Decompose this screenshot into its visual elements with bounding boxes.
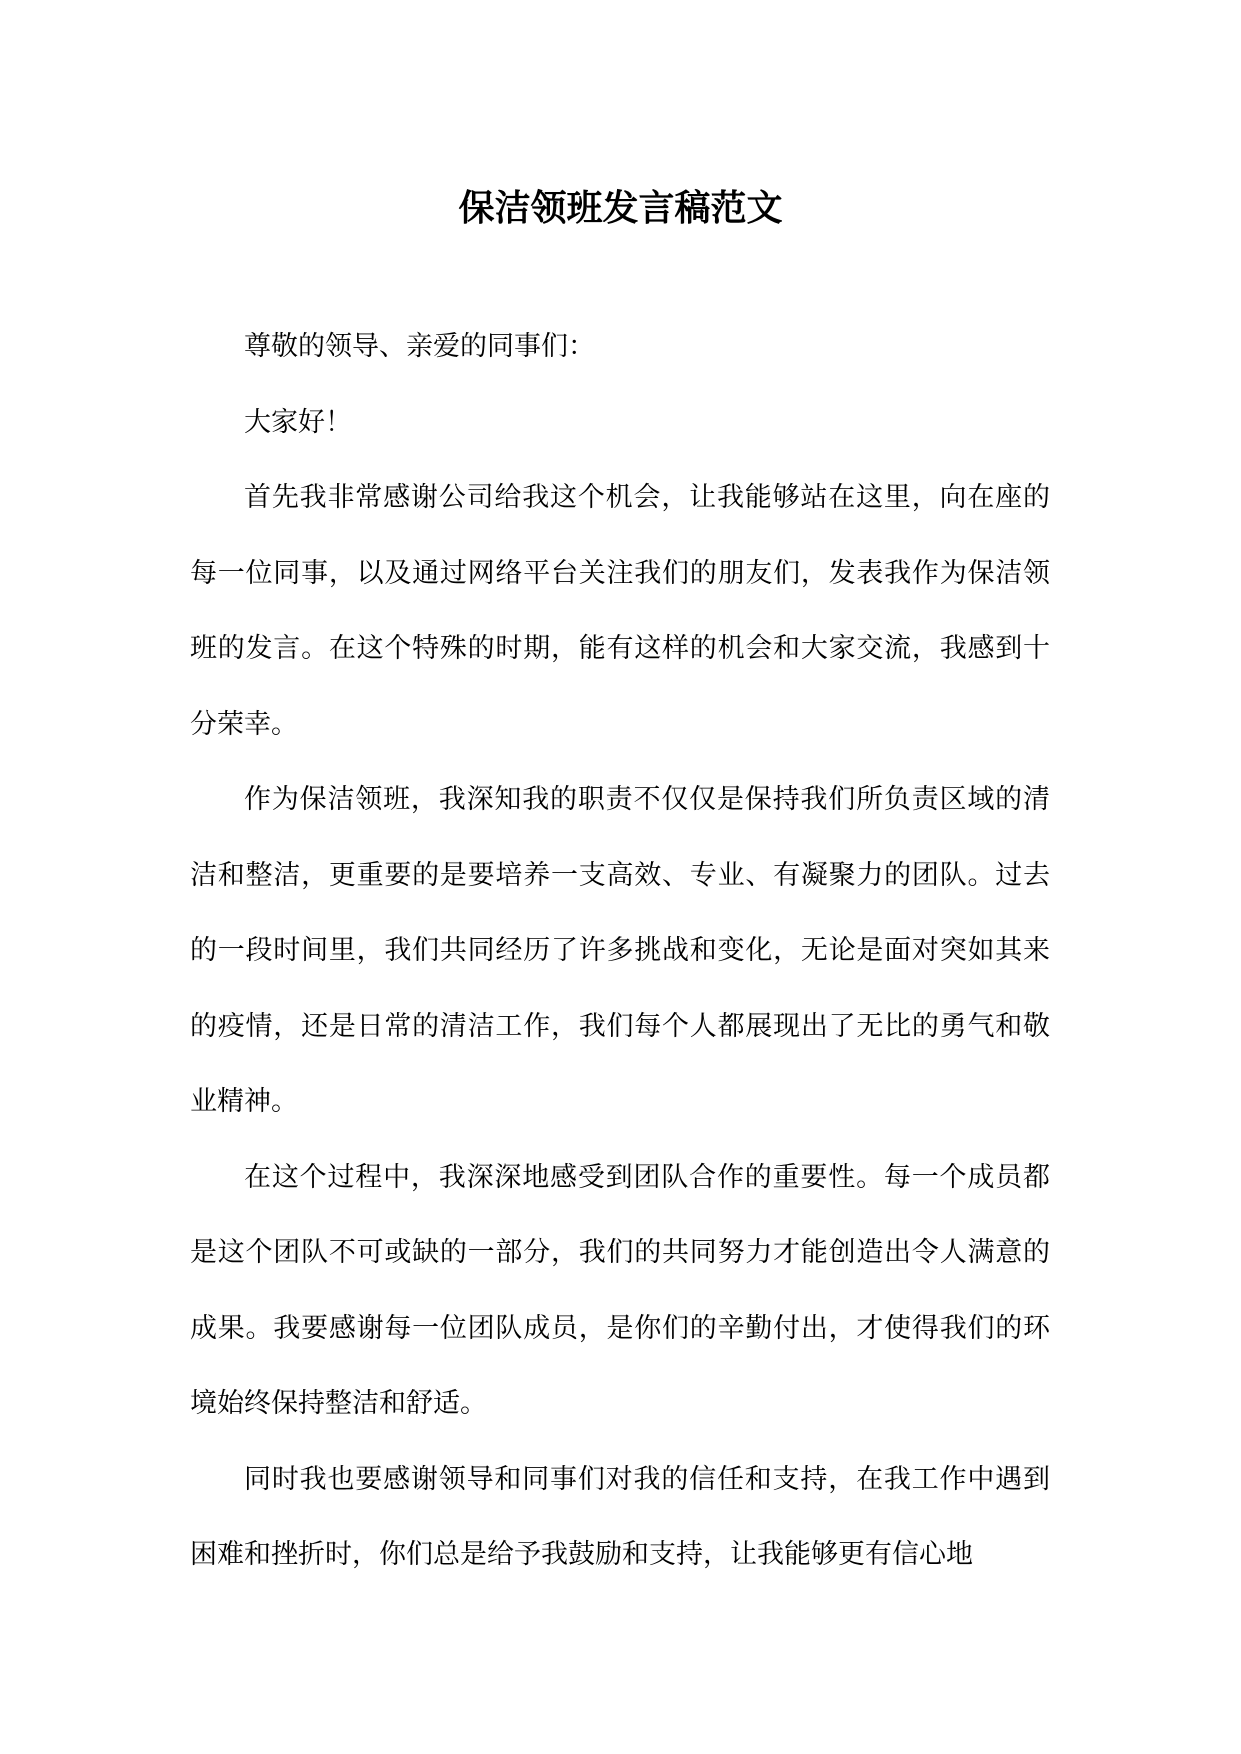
greeting-paragraph: 尊敬的领导、亲爱的同事们： xyxy=(244,331,595,362)
salutation-paragraph: 大家好！ xyxy=(244,406,352,438)
body-paragraph-1: 首先我非常感谢公司给我这个机会，让我能够站在这里，向在座的每一位同事，以及通过网络平台关注我们的朋友们，发表我作为保洁领班的发言。在这个特殊的时期，能有这样的机会和大家交流，我感到十分荣幸。 xyxy=(190,482,1050,740)
document-title: 保洁领班发言稿范文 xyxy=(458,187,783,229)
body-paragraph-3: 在这个过程中，我深深地感受到团队合作的重要性。每一个成员都是这个团队不可或缺的一部分，我们的共同努力才能创造出令人满意的成果。我要感谢每一位团队成员，是你们的辛勤付出，才使得我们的环境始终保持整洁和舒适。 xyxy=(190,1161,1050,1419)
body-paragraph-4: 同时我也要感谢领导和同事们对我的信任和支持，在我工作中遇到困难和挫折时，你们总是给予我鼓励和支持，让我能够更有信心地 xyxy=(190,1463,1050,1570)
body-paragraph-2: 作为保洁领班，我深知我的职责不仅仅是保持我们所负责区域的清洁和整洁，更重要的是要培养一支高效、专业、有凝聚力的团队。过去的一段时间里，我们共同经历了许多挑战和变化，无论是面对突如其来的疫情，还是日常的清洁工作，我们每个人都展现出了无比的勇气和敬业精神。 xyxy=(190,784,1050,1117)
document-body xyxy=(190,309,1050,1593)
